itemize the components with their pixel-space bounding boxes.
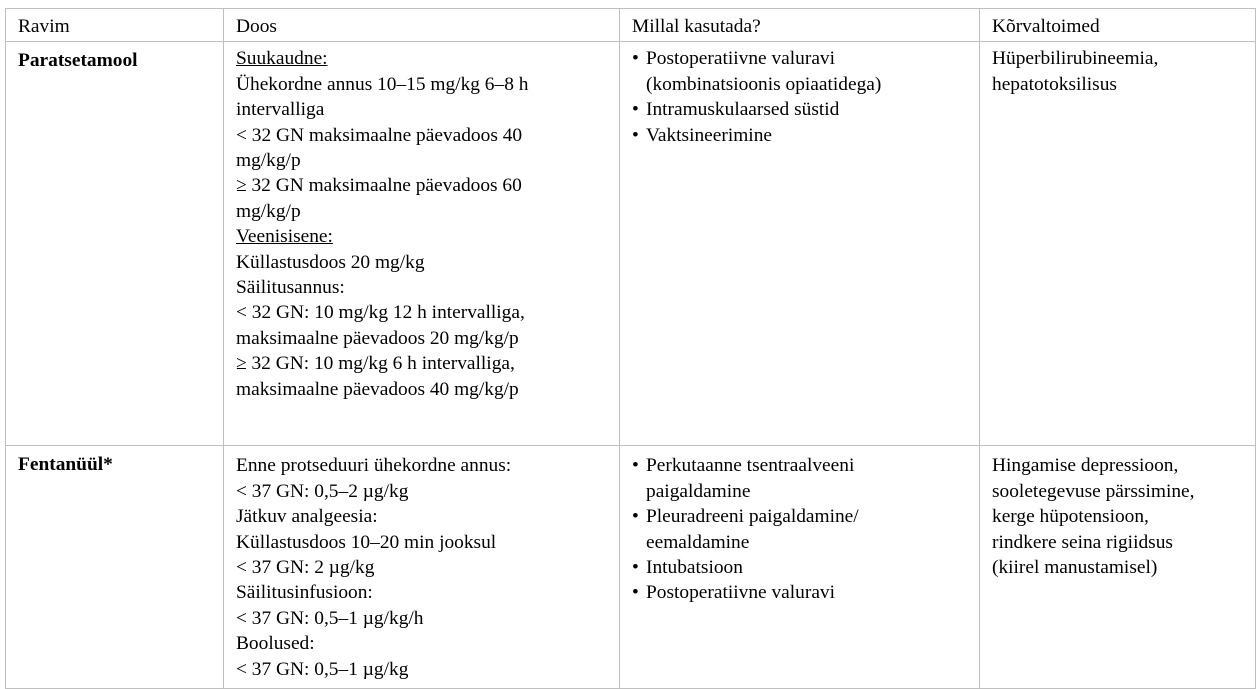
column-header-side-effects: Kõrvaltoimed [980,9,1256,42]
drug-name: Paratsetamool [18,50,138,72]
dose-line: maksimaalne päevadoos 20 mg/kg/p [236,327,519,349]
dose-line: Küllastusdoos 10–20 min jooksul [236,531,497,553]
dose-line: Säilitusinfusioon: [236,582,373,604]
table-row [6,446,1256,689]
column-header-usage: Millal kasutada? [620,9,980,42]
dose-line: < 32 GN maksimaalne päevadoos 40 [236,124,523,146]
usage-cell [620,42,980,446]
dose-line: Säilitusannus: [236,277,345,299]
dose-line: mg/kg/p [236,150,301,172]
dose-line: Boolused: [236,633,315,655]
table-header-row [6,9,1256,42]
drug-name: Fentanüül* [18,454,113,476]
dose-cell [224,446,620,689]
dose-line: < 37 GN: 2 µg/kg [236,557,375,579]
usage-cell [620,446,980,689]
dose-line: ≥ 32 GN maksimaalne päevadoos 60 [236,175,522,197]
dose-line: < 37 GN: 0,5–2 µg/kg [236,480,409,502]
dose-line: Jätkuv analgeesia: [236,506,378,528]
list-item: • Intubatsioon [632,555,967,580]
dose-line: < 32 GN: 10 mg/kg 12 h intervalliga, [236,302,525,324]
table-row [6,42,1256,446]
dose-line: < 37 GN: 0,5–1 µg/kg [236,658,409,680]
column-header-dose: Doos [224,9,620,42]
list-item: • Perkutaanne tsentraalveeni paigaldamine [632,453,967,504]
side-effect-line: Hingamise depressioon, [992,455,1179,477]
side-effect-line: sooletegevuse pärssimine, [992,480,1195,502]
dose-line: intervalliga [236,99,325,121]
side-effect-line: Hüperbilirubineemia, [992,48,1159,70]
usage-list [632,453,967,605]
dose-line: ≥ 32 GN: 10 mg/kg 6 h intervalliga, [236,353,515,375]
drug-cell [6,42,224,446]
drug-table [5,8,1256,689]
dose-line: < 37 GN: 0,5–1 µg/kg/h [236,607,424,629]
list-item: • Vaktsineerimine [632,123,967,148]
list-item: • Postoperatiivne valuravi [632,580,967,605]
side-effect-line: (kiirel manustamisel) [992,557,1158,579]
dose-line: Küllastusdoos 20 mg/kg [236,251,425,273]
side-effect-line: kerge hüpotensioon, [992,506,1149,528]
usage-list [632,46,967,148]
dose-line: maksimaalne päevadoos 40 mg/kg/p [236,378,519,400]
dose-line: Ühekordne annus 10–15 mg/kg 6–8 h [236,73,529,95]
side-effect-line: hepatotoksilisus [992,73,1117,95]
side-effect-line: rindkere seina rigiidsus [992,531,1173,553]
list-item: • Pleuradreeni paigaldamine/ eemaldamine [632,504,967,555]
drug-cell [6,446,224,689]
dose-cell [224,42,620,446]
side-effects-cell [980,446,1256,689]
dose-line: Suukaudne: [236,48,328,70]
column-header-drug: Ravim [6,9,224,42]
dose-line: Enne protseduuri ühekordne annus: [236,455,512,477]
dose-line: mg/kg/p [236,200,301,222]
list-item: • Postoperatiivne valuravi (kombinatsioonis opiaatidega) [632,46,967,97]
dose-line: Veenisisene: [236,226,333,248]
list-item: • Intramuskulaarsed süstid [632,97,967,122]
side-effects-cell [980,42,1256,446]
